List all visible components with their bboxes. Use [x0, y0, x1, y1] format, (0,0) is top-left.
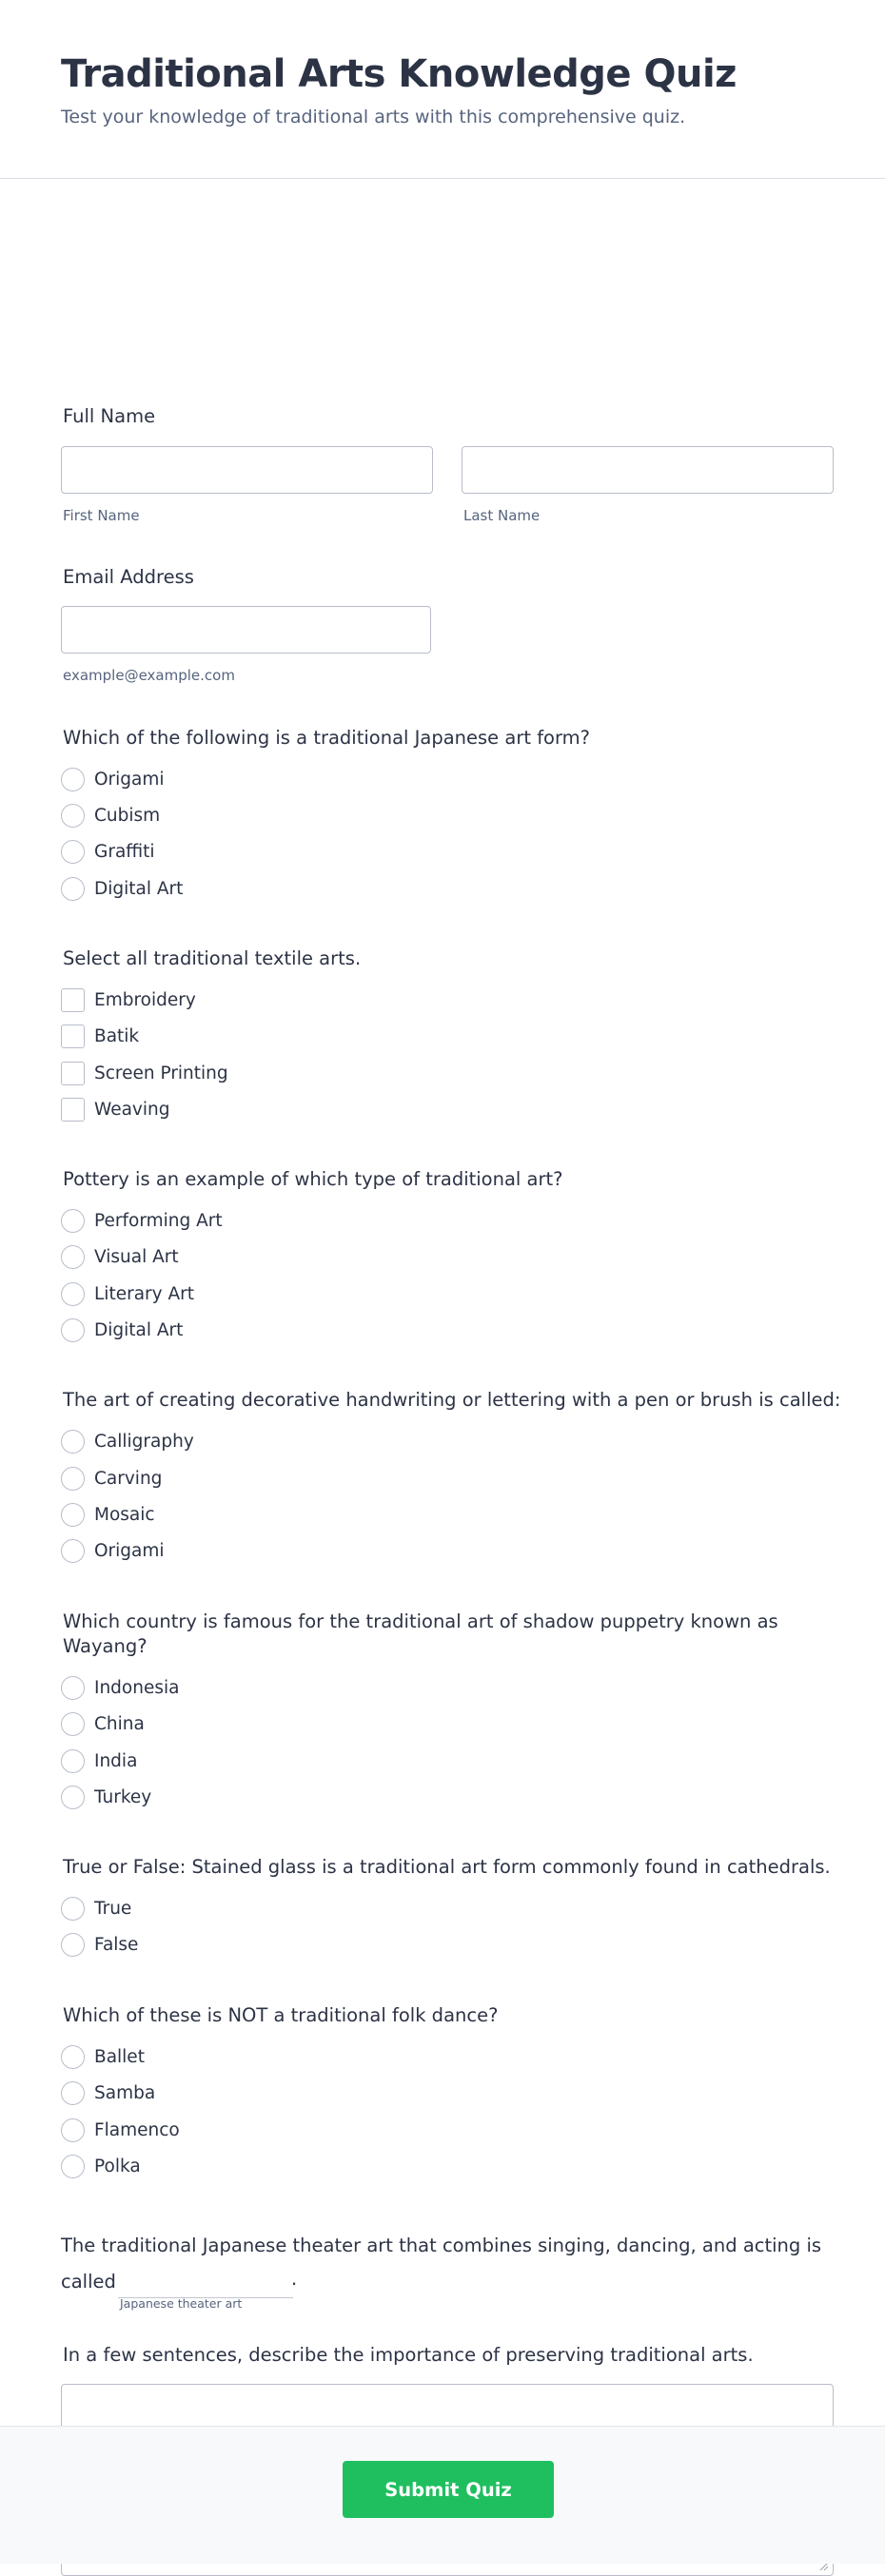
radio-button[interactable] — [61, 1282, 85, 1306]
option-label: Calligraphy — [94, 1431, 194, 1452]
question-7-text: Which of these is NOT a traditional folk dance? — [63, 2004, 499, 2026]
first-name-sublabel: First Name — [63, 507, 140, 524]
checkbox[interactable] — [61, 988, 85, 1012]
radio-button[interactable] — [61, 768, 85, 791]
page-title: Traditional Arts Knowledge Quiz — [61, 52, 737, 96]
q1-option-graffiti[interactable] — [61, 839, 155, 864]
option-label: Batik — [94, 1025, 140, 1046]
radio-button[interactable] — [61, 1318, 85, 1342]
q4-option-origami[interactable] — [61, 1538, 165, 1563]
radio-button[interactable] — [61, 1712, 85, 1736]
q1-option-origami[interactable] — [61, 767, 165, 791]
q4-option-calligraphy[interactable] — [61, 1429, 194, 1454]
email-input[interactable] — [61, 606, 431, 654]
option-label: True — [94, 1898, 132, 1919]
option-label: Digital Art — [94, 1319, 184, 1340]
option-label: India — [94, 1750, 138, 1771]
checkbox[interactable] — [61, 1062, 85, 1085]
option-label: Origami — [94, 1540, 165, 1561]
q1-option-digital-art[interactable] — [61, 876, 183, 901]
radio-button[interactable] — [61, 1430, 85, 1454]
essay-question-text: In a few sentences, describe the importance of preserving traditional arts. — [63, 2344, 754, 2366]
radio-button[interactable] — [61, 1209, 85, 1233]
option-label: Turkey — [94, 1786, 152, 1807]
q4-option-carving[interactable] — [61, 1466, 162, 1491]
radio-button[interactable] — [61, 1786, 85, 1809]
q5-option-turkey[interactable] — [61, 1785, 151, 1809]
full-name-label: Full Name — [63, 405, 156, 427]
form-header — [0, 0, 885, 179]
option-label: Cubism — [94, 805, 161, 826]
q2-option-embroidery[interactable] — [61, 987, 196, 1012]
radio-button[interactable] — [61, 1503, 85, 1527]
checkbox[interactable] — [61, 1098, 85, 1122]
q7-option-polka[interactable] — [61, 2154, 141, 2178]
q6-option-false[interactable] — [61, 1932, 138, 1957]
email-label: Email Address — [63, 566, 194, 588]
fill-blank-hint: Japanese theater art — [120, 2296, 243, 2311]
q7-option-flamenco[interactable] — [61, 2117, 180, 2142]
last-name-input[interactable] — [462, 446, 834, 494]
q7-option-samba[interactable] — [61, 2080, 155, 2105]
option-label: China — [94, 1713, 145, 1734]
radio-button[interactable] — [61, 1933, 85, 1957]
q3-option-visual-art[interactable] — [61, 1244, 179, 1269]
page-subtitle: Test your knowledge of traditional arts with this comprehensive quiz. — [61, 107, 686, 127]
option-label: Origami — [94, 769, 165, 790]
q3-option-digital-art[interactable] — [61, 1317, 183, 1342]
option-label: Literary Art — [94, 1283, 194, 1304]
option-label: Carving — [94, 1468, 163, 1489]
option-label: Embroidery — [94, 989, 196, 1010]
option-label: Screen Printing — [94, 1063, 228, 1083]
q5-option-india[interactable] — [61, 1748, 137, 1773]
q2-option-batik[interactable] — [61, 1024, 139, 1048]
option-label: Samba — [94, 2082, 156, 2103]
radio-button[interactable] — [61, 1897, 85, 1921]
radio-button[interactable] — [61, 2081, 85, 2105]
q3-option-literary-art[interactable] — [61, 1281, 194, 1306]
q6-option-true[interactable] — [61, 1896, 131, 1921]
option-label: Performing Art — [94, 1210, 223, 1231]
question-1-text: Which of the following is a traditional Japanese art form? — [63, 727, 591, 749]
option-label: Weaving — [94, 1099, 170, 1120]
radio-button[interactable] — [61, 2045, 85, 2069]
option-label: False — [94, 1934, 139, 1955]
checkbox[interactable] — [61, 1025, 85, 1048]
option-label: Indonesia — [94, 1677, 180, 1698]
q4-option-mosaic[interactable] — [61, 1502, 155, 1527]
fill-blank-period: . — [291, 2268, 298, 2290]
q5-option-china[interactable] — [61, 1711, 145, 1736]
q3-option-performing-art[interactable] — [61, 1208, 223, 1233]
fill-blank-question: The traditional Japanese theater art that combines singing, dancing, and acting is called — [61, 2234, 822, 2293]
question-4-text: The art of creating decorative handwriting or lettering with a pen or brush is called: — [63, 1389, 841, 1411]
radio-button[interactable] — [61, 1676, 85, 1700]
option-label: Flamenco — [94, 2119, 180, 2140]
radio-button[interactable] — [61, 2155, 85, 2178]
option-label: Digital Art — [94, 878, 184, 899]
email-sublabel: example@example.com — [63, 667, 235, 684]
radio-button[interactable] — [61, 804, 85, 828]
radio-button[interactable] — [61, 877, 85, 901]
option-label: Graffiti — [94, 841, 155, 862]
radio-button[interactable] — [61, 1467, 85, 1491]
radio-button[interactable] — [61, 2118, 85, 2142]
radio-button[interactable] — [61, 1749, 85, 1773]
last-name-sublabel: Last Name — [463, 507, 541, 524]
question-5-text: Which country is famous for the traditional art of shadow puppetry known as Wayang? — [63, 1610, 778, 1657]
radio-button[interactable] — [61, 840, 85, 864]
question-2-text: Select all traditional textile arts. — [63, 947, 362, 969]
option-label: Visual Art — [94, 1246, 179, 1267]
q1-option-cubism[interactable] — [61, 803, 160, 828]
question-6-text: True or False: Stained glass is a traditional art form commonly found in cathedrals. — [63, 1856, 831, 1878]
fill-blank-input[interactable] — [118, 2274, 293, 2298]
radio-button[interactable] — [61, 1245, 85, 1269]
option-label: Polka — [94, 2156, 141, 2176]
q7-option-ballet[interactable] — [61, 2044, 145, 2069]
radio-button[interactable] — [61, 1539, 85, 1563]
first-name-input[interactable] — [61, 446, 433, 494]
q2-option-screen-printing[interactable] — [61, 1061, 228, 1085]
q5-option-indonesia[interactable] — [61, 1675, 179, 1700]
option-label: Ballet — [94, 2046, 145, 2067]
option-label: Mosaic — [94, 1504, 155, 1525]
submit-quiz-button[interactable]: Submit Quiz — [343, 2461, 554, 2518]
q2-option-weaving[interactable] — [61, 1097, 169, 1122]
question-3-text: Pottery is an example of which type of traditional art? — [63, 1168, 563, 1190]
